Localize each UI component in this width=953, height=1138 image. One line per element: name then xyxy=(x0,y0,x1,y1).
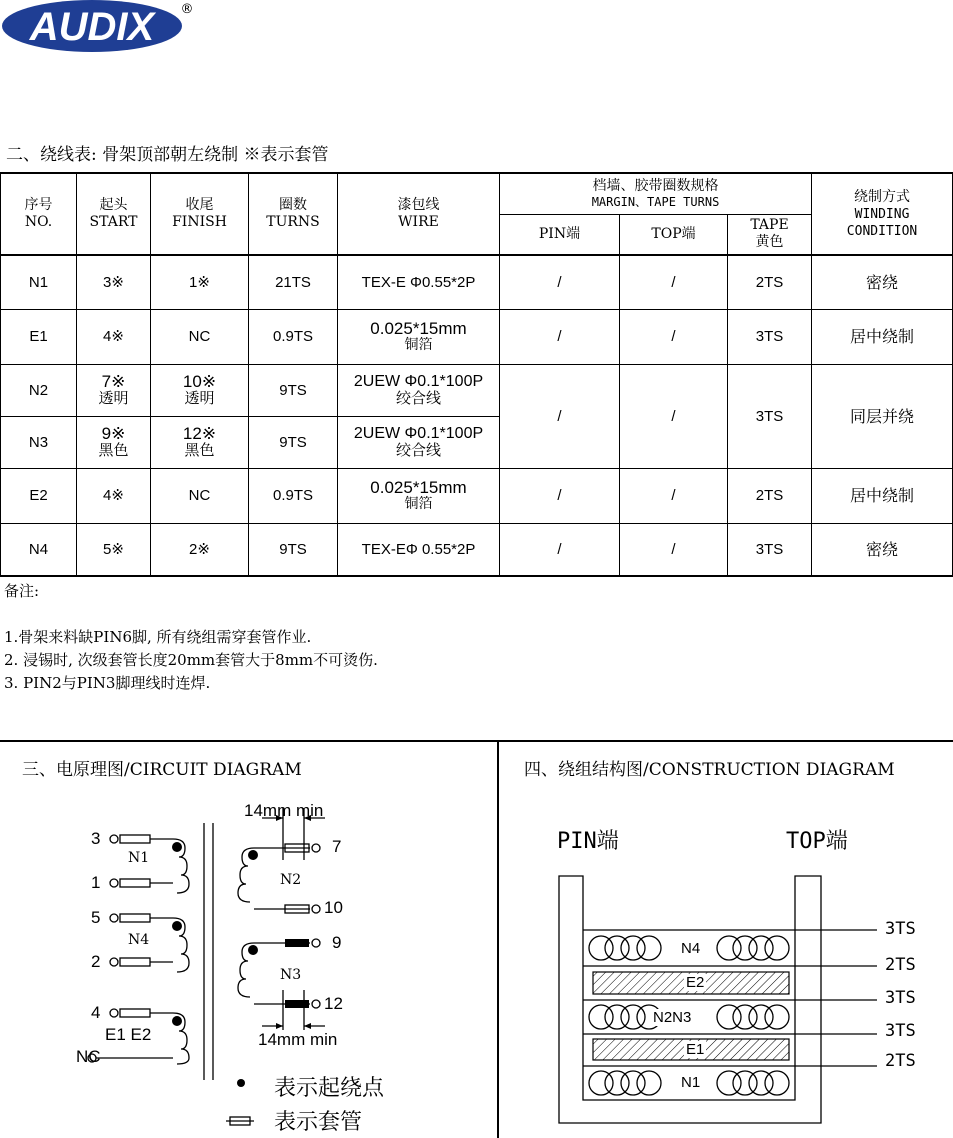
table-row: N3 9※ 黑色 12※ 黑色 9TS 2UEW Φ0.1*100P 绞合线 xyxy=(1,416,953,468)
table-row: E2 4※ NC 0.9TS 0.025*15mm 铜箔 / / 2TS 居中绕制 xyxy=(1,468,953,523)
pin-1-label: 1 xyxy=(91,873,101,892)
pin-3-label: 3 xyxy=(91,829,101,848)
circuit-diagram-title: 三、电原理图/CIRCUIT DIAGRAM xyxy=(22,760,302,780)
dimension-top-label: 14mm min xyxy=(244,801,324,820)
layer-e2-label: E2 xyxy=(686,974,705,991)
pin-2-label: 2 xyxy=(91,952,101,971)
nc-label: NC xyxy=(76,1047,101,1066)
construction-diagram-title: 四、绕组结构图/CONSTRUCTION DIAGRAM xyxy=(524,760,895,780)
layer-e1-label: E1 xyxy=(686,1041,705,1058)
header-wire: 漆包线 WIRE xyxy=(338,173,500,255)
audix-logo xyxy=(0,0,200,60)
layer-n4-label: N4 xyxy=(681,940,701,957)
winding-n4-label: N4 xyxy=(128,932,150,948)
header-turns: 圈数 TURNS xyxy=(249,173,338,255)
pin-4-label: 4 xyxy=(91,1003,101,1022)
legend-start-point: 表示起绕点 xyxy=(274,1076,385,1101)
legend-sleeve: 表示套管 xyxy=(274,1110,363,1135)
header-top: TOP端 xyxy=(620,214,728,255)
pin-5-label: 5 xyxy=(91,908,101,927)
tape-label: 3TS xyxy=(885,988,916,1008)
dimension-bottom-label: 14mm min xyxy=(258,1030,338,1049)
note-item: 2. 浸锡时, 次级套管长度20mm套管大于8mm不可烫伤. xyxy=(4,651,378,669)
header-row-1 xyxy=(1,173,953,214)
pin-9-label: 9 xyxy=(332,933,342,952)
pin-12-label: 12 xyxy=(324,994,343,1013)
winding-n1-label: N1 xyxy=(128,850,150,866)
tape-label: 3TS xyxy=(885,1021,916,1041)
winding-n3-label: N3 xyxy=(280,967,302,983)
winding-e-label: E1 E2 xyxy=(105,1025,152,1044)
header-no: 序号 NO. xyxy=(1,173,77,255)
layer-n2n3-label: N2N3 xyxy=(653,1009,692,1026)
pin-end-label: PIN端 xyxy=(557,829,619,854)
tape-label: 2TS xyxy=(885,1051,916,1071)
header-condition: 绕制方式 WINDING CONDITION xyxy=(812,173,953,255)
winding-table xyxy=(0,172,953,577)
notes xyxy=(4,580,378,695)
table-row: N2 7※ 透明 10※ 透明 9TS 2UEW Φ0.1*100P 绞合线 / / 3TS 同层并绕 xyxy=(1,364,953,416)
diagram-frame-top xyxy=(0,740,953,742)
layer-n1-label: N1 xyxy=(681,1074,701,1091)
header-pin: PIN端 xyxy=(500,214,620,255)
header-tape: TAPE 黄色 xyxy=(728,214,812,255)
note-item: 1.骨架来料缺PIN6脚, 所有绕组需穿套管作业. xyxy=(4,628,312,646)
pin-10-label: 10 xyxy=(324,898,343,917)
notes-title: 备注: xyxy=(4,582,40,600)
header-margin: 档墙、胶带圈数规格 MARGIN、TAPE TURNS xyxy=(500,173,812,214)
registered-mark: ® xyxy=(180,2,194,17)
note-item: 3. PIN2与PIN3脚理线时连焊. xyxy=(4,674,211,692)
top-end-label: TOP端 xyxy=(786,829,848,854)
header-finish: 收尾 FINISH xyxy=(151,173,249,255)
tape-label: 3TS xyxy=(885,919,916,939)
table-row: N1 3※ 1※ 21TS TEX-E Φ0.55*2P / / 2TS 密绕 xyxy=(1,255,953,309)
table-row: N4 5※ 2※ 9TS TEX-EΦ 0.55*2P / / 3TS 密绕 xyxy=(1,523,953,576)
header-start: 起头 START xyxy=(77,173,151,255)
pin-7-label: 7 xyxy=(332,837,342,856)
tape-label: 2TS xyxy=(885,955,916,975)
winding-n2-label: N2 xyxy=(280,872,302,888)
circuit-diagram xyxy=(0,790,497,1138)
table-row: E1 4※ NC 0.9TS 0.025*15mm 铜箔 / / 3TS 居中绕制 xyxy=(1,309,953,364)
winding-table-title: 二、绕线表: 骨架顶部朝左绕制 ※表示套管 xyxy=(6,145,329,165)
logo-text: AUDIX xyxy=(29,5,155,49)
